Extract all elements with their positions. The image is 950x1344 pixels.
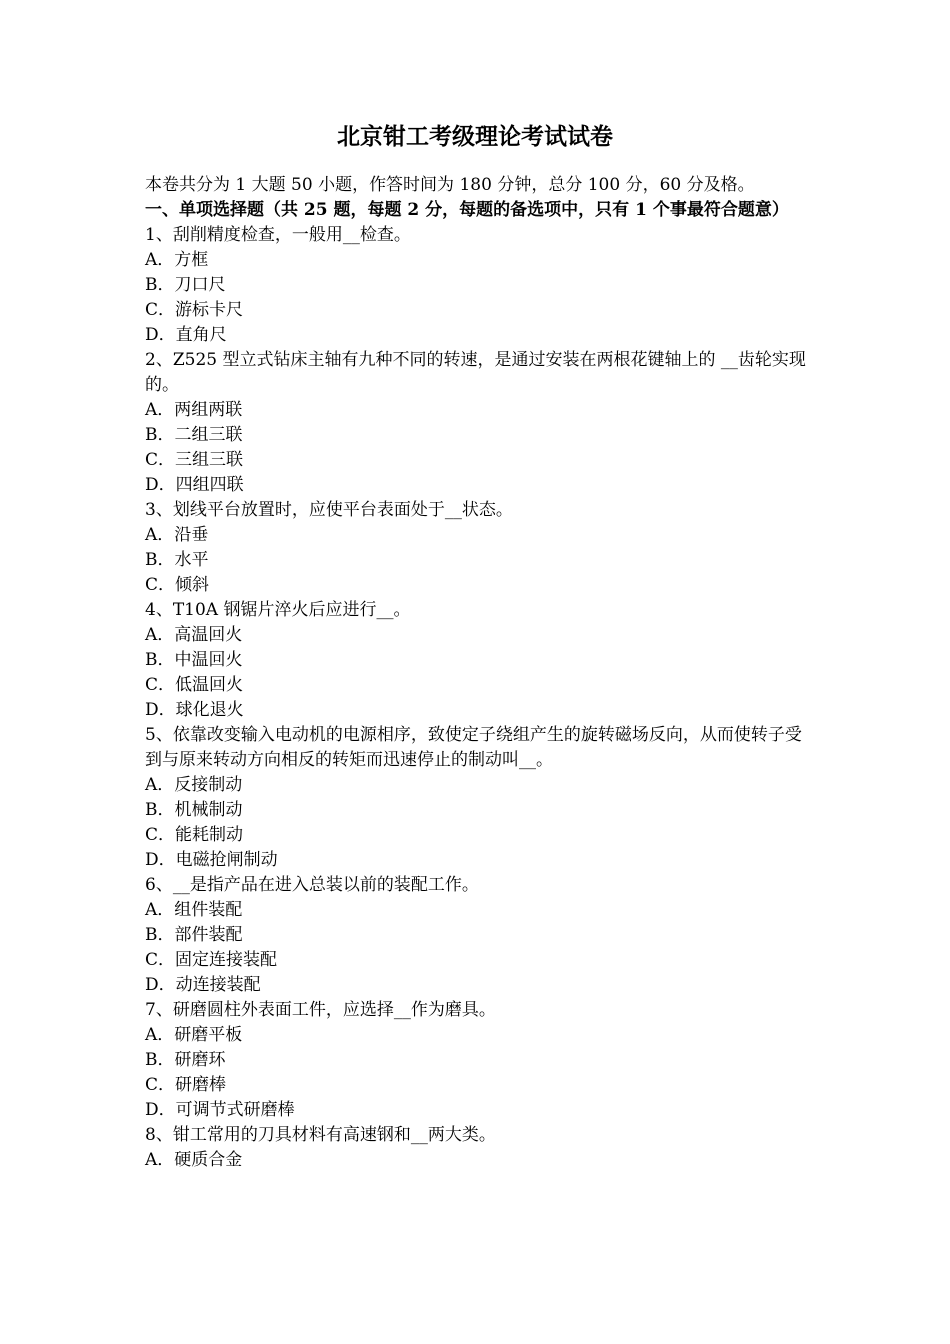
answer-option: B．研磨环: [145, 1050, 226, 1070]
answer-option: C．游标卡尺: [145, 300, 244, 320]
answer-option: A．沿垂: [145, 525, 209, 545]
question-5: [145, 723, 810, 873]
answer-option: B．二组三联: [145, 425, 243, 445]
answer-option: D．可调节式研磨棒: [145, 1100, 295, 1120]
answer-option: A．两组两联: [145, 400, 243, 420]
question-stem: 7、研磨圆柱外表面工件，应选择__作为磨具。: [145, 1000, 496, 1020]
question-3: [145, 498, 810, 598]
question-2: [145, 348, 810, 498]
question-stem: 5、依靠改变输入电动机的电源相序，致使定子绕组产生的旋转磁场反向，从而使转子受到与原来转动方向相反的转矩而迅速停止的制动叫__。: [145, 725, 802, 770]
question-stem: 2、Z525 型立式钻床主轴有九种不同的转速，是通过安装在两根花键轴上的 __齿轮实现的。: [145, 350, 806, 395]
page-title: 北京钳工考级理论考试试卷: [337, 123, 613, 150]
answer-option: D．球化退火: [145, 700, 244, 720]
answer-option: B．刀口尺: [145, 275, 226, 295]
answer-option: D．四组四联: [145, 475, 244, 495]
exam-intro: 本卷共分为 1 大题 50 小题，作答时间为 180 分钟，总分 100 分，60 分及格。: [145, 175, 755, 195]
answer-option: D．直角尺: [145, 325, 227, 345]
answer-option: B．部件装配: [145, 925, 243, 945]
answer-option: B．中温回火: [145, 650, 243, 670]
question-4: [145, 598, 810, 723]
answer-option: A．研磨平板: [145, 1025, 243, 1045]
answer-option: C．倾斜: [145, 575, 210, 595]
answer-option: A．硬质合金: [145, 1150, 243, 1170]
answer-option: C．研磨棒: [145, 1075, 227, 1095]
question-stem: 6、__是指产品在进入总装以前的装配工作。: [145, 875, 479, 895]
answer-option: A．反接制动: [145, 775, 243, 795]
answer-option: A．组件装配: [145, 900, 243, 920]
question-stem: 3、划线平台放置时，应使平台表面处于__状态。: [145, 500, 513, 520]
answer-option: C．能耗制动: [145, 825, 244, 845]
section-heading: 一、单项选择题（共 25 题，每题 2 分，每题的备选项中，只有 1 个事最符合题意）: [145, 200, 789, 220]
question-stem: 8、钳工常用的刀具材料有高速钢和__两大类。: [145, 1125, 496, 1145]
question-8: [145, 1123, 810, 1173]
answer-option: C．固定连接装配: [145, 950, 278, 970]
question-6: [145, 873, 810, 998]
question-stem: 1、刮削精度检查，一般用__检查。: [145, 225, 411, 245]
question-stem: 4、T10A 钢锯片淬火后应进行__。: [145, 600, 411, 620]
question-1: [145, 223, 810, 348]
answer-option: C．低温回火: [145, 675, 244, 695]
answer-option: B．水平: [145, 550, 209, 570]
document-body: [145, 173, 810, 1173]
answer-option: B．机械制动: [145, 800, 243, 820]
answer-option: A．高温回火: [145, 625, 243, 645]
answer-option: D．动连接装配: [145, 975, 261, 995]
answer-option: C．三组三联: [145, 450, 244, 470]
question-7: [145, 998, 810, 1123]
answer-option: A．方框: [145, 250, 209, 270]
answer-option: D．电磁抢闸制动: [145, 850, 278, 870]
